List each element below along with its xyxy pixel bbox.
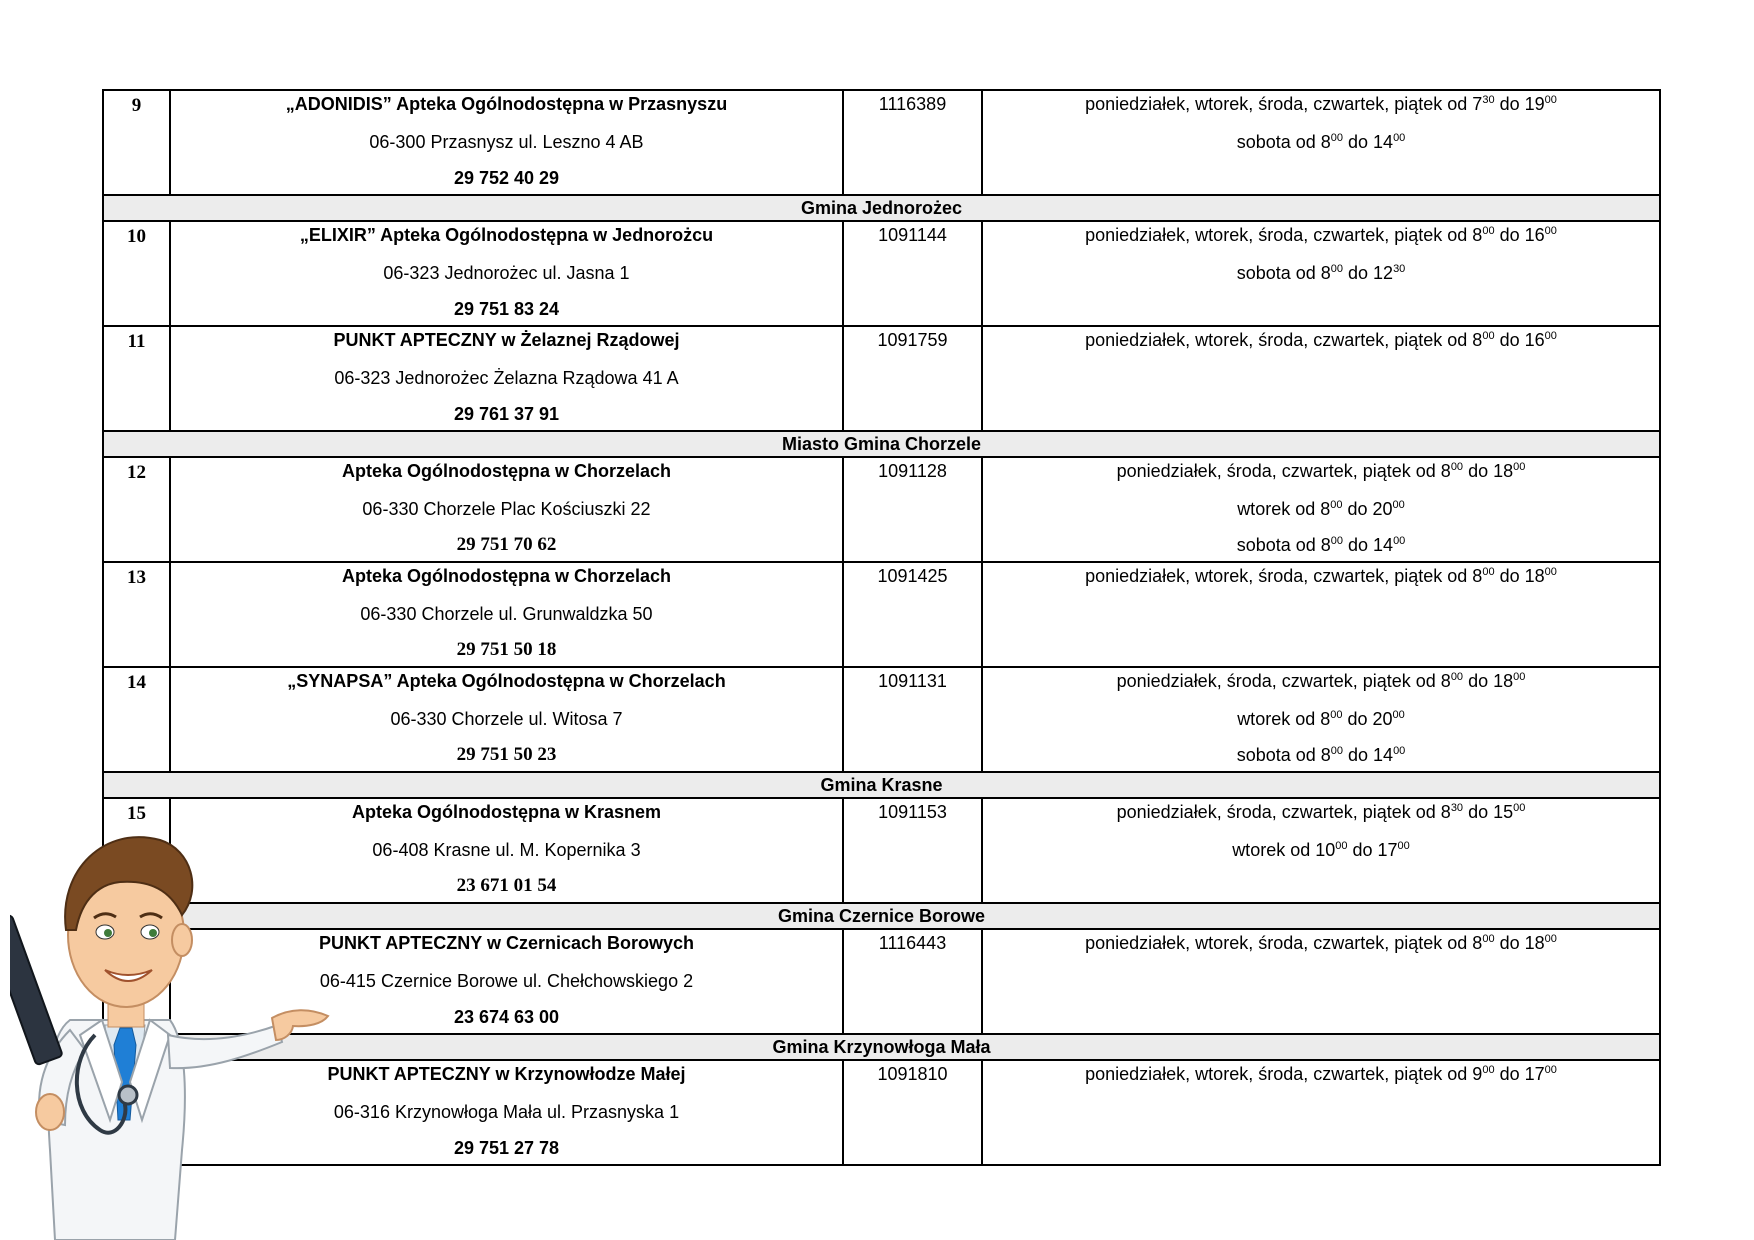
opening-hours-line	[983, 801, 1659, 823]
pharmacy-row	[103, 457, 1660, 562]
opening-hours-line	[983, 93, 1659, 115]
registration-number-cell	[843, 221, 982, 326]
hours-text: wtorek od 8	[1237, 499, 1331, 519]
pharmacy-name: „SYNAPSA” Apteka Ogólnodostępna w Chorzelach	[287, 671, 726, 691]
hours-text: poniedziałek, środa, czwartek, piątek od 8	[1116, 802, 1451, 822]
time-minutes: 00	[1482, 566, 1495, 578]
time-minutes: 00	[1393, 745, 1406, 757]
time-minutes: 30	[1450, 802, 1464, 814]
time-minutes: 00	[1544, 330, 1557, 342]
hours-text: do 14	[1343, 132, 1394, 152]
pharmacy-phone: 23 671 01 54	[456, 875, 557, 896]
pharmacy-row	[103, 1060, 1660, 1165]
section-header-row	[103, 772, 1660, 798]
pharmacy-address: 06-330 Chorzele ul. Grunwaldzka 50	[360, 604, 653, 624]
time-minutes: 00	[1544, 566, 1557, 578]
opening-hours-cell	[982, 667, 1660, 772]
registration-number: 1091131	[878, 671, 947, 691]
hours-text: sobota od 8	[1236, 535, 1331, 555]
registration-number: 1091425	[877, 566, 948, 586]
opening-hours-line	[983, 498, 1659, 520]
hours-text: do 20	[1342, 709, 1393, 729]
registration-number: 1116443	[878, 933, 947, 953]
opening-hours-line	[983, 744, 1659, 766]
pharmacy-name: „ELIXIR” Apteka Ogólnodostępna w Jednorożcu	[299, 225, 714, 245]
time-minutes: 30	[1482, 94, 1495, 106]
opening-hours-line	[983, 708, 1659, 730]
registration-number-cell	[843, 1060, 982, 1165]
pharmacy-info-cell	[170, 667, 843, 772]
clipboard	[10, 915, 63, 1066]
pharmacy-address: 06-330 Chorzele ul. Witosa 7	[390, 709, 623, 729]
opening-hours-cell	[982, 326, 1660, 431]
pharmacy-name: PUNKT APTECZNY w Krzynowłodze Małej	[327, 1064, 686, 1084]
pharmacy-address: 06-300 Przasnysz ul. Leszno 4 AB	[369, 132, 644, 152]
pharmacy-row	[103, 221, 1660, 326]
time-minutes: 00	[1450, 461, 1464, 473]
hours-text: sobota od 8	[1236, 132, 1331, 152]
section-header: Gmina Krasne	[103, 772, 1660, 798]
opening-hours-line	[983, 839, 1659, 861]
pharmacy-phone: 29 752 40 29	[453, 168, 560, 188]
pharmacy-table	[102, 89, 1661, 1166]
doctor-illustration	[10, 820, 330, 1240]
pharmacy-row	[103, 326, 1660, 431]
opening-hours-line	[983, 932, 1659, 954]
opening-hours-cell	[982, 798, 1660, 903]
time-minutes: 00	[1513, 671, 1526, 683]
row-number: 10	[103, 221, 170, 326]
hours-text: do 17	[1347, 840, 1398, 860]
hours-text: do 20	[1342, 499, 1393, 519]
hours-text: wtorek od 8	[1237, 709, 1331, 729]
hours-text: poniedziałek, środa, czwartek, piątek od 8	[1116, 671, 1451, 691]
opening-hours-line	[983, 565, 1659, 587]
hours-text: do 15	[1463, 802, 1514, 822]
pharmacy-phone: 29 751 50 18	[456, 639, 557, 660]
registration-number-cell	[843, 90, 982, 195]
hours-text: sobota od 8	[1236, 745, 1331, 765]
time-minutes: 00	[1544, 225, 1557, 237]
row-number: 15	[103, 798, 170, 903]
time-minutes: 00	[1482, 330, 1495, 342]
section-header-row	[103, 903, 1660, 929]
time-minutes: 30	[1393, 263, 1406, 275]
time-minutes: 00	[1392, 499, 1405, 511]
section-header-row	[103, 195, 1660, 221]
time-minutes: 00	[1513, 802, 1526, 814]
hours-text: wtorek od 10	[1232, 840, 1336, 860]
registration-number-cell	[843, 929, 982, 1034]
pharmacy-info-cell	[170, 221, 843, 326]
row-number: 12	[103, 457, 170, 562]
registration-number: 1091810	[877, 1064, 948, 1084]
time-minutes: 00	[1482, 1064, 1495, 1076]
pharmacy-info-cell	[170, 457, 843, 562]
pharmacy-name: „ADONIDIS” Apteka Ogólnodostępna w Przasnyszu	[285, 94, 728, 114]
registration-number-cell	[843, 667, 982, 772]
section-header: Miasto Gmina Chorzele	[103, 431, 1660, 457]
opening-hours-cell	[982, 1060, 1660, 1165]
time-minutes: 00	[1482, 225, 1495, 237]
hours-text: poniedziałek, środa, czwartek, piątek od 8	[1116, 461, 1451, 481]
pharmacy-address: 06-408 Krasne ul. M. Kopernika 3	[372, 840, 641, 860]
pharmacy-address: 06-415 Czernice Borowe ul. Chełchowskiego 2	[319, 971, 694, 991]
hours-text: poniedziałek, wtorek, środa, czwartek, piątek od 8	[1085, 566, 1483, 586]
pharmacy-phone: 29 751 27 78	[453, 1138, 560, 1158]
opening-hours-cell	[982, 929, 1660, 1034]
open-hand	[272, 1010, 328, 1040]
hours-text: sobota od 8	[1236, 263, 1331, 283]
opening-hours-line	[983, 224, 1659, 246]
hours-text: do 18	[1494, 566, 1545, 586]
pharmacy-phone: 29 751 83 24	[453, 299, 560, 319]
time-minutes: 00	[1393, 535, 1406, 547]
pharmacy-name: PUNKT APTECZNY w Czernicach Borowych	[318, 933, 695, 953]
time-minutes: 00	[1392, 709, 1405, 721]
time-minutes: 00	[1330, 499, 1343, 511]
time-minutes: 00	[1393, 132, 1406, 144]
pharmacy-name: Apteka Ogólnodostępna w Chorzelach	[341, 566, 672, 586]
hours-text: poniedziałek, wtorek, środa, czwartek, piątek od 9	[1085, 1064, 1483, 1084]
registration-number: 1091759	[877, 330, 948, 350]
opening-hours-line	[983, 534, 1659, 556]
pharmacy-phone: 29 751 70 62	[456, 534, 557, 555]
hours-text: poniedziałek, wtorek, środa, czwartek, piątek od 8	[1085, 933, 1483, 953]
opening-hours-line	[983, 1063, 1659, 1085]
row-number: 14	[103, 667, 170, 772]
time-minutes: 00	[1397, 840, 1410, 852]
hours-text: do 19	[1494, 94, 1545, 114]
time-minutes: 00	[1544, 94, 1557, 106]
section-header: Gmina Krzynowłoga Mała	[103, 1034, 1660, 1060]
time-minutes: 00	[1335, 840, 1348, 852]
time-minutes: 00	[1330, 709, 1343, 721]
section-header-row	[103, 1034, 1660, 1060]
section-header: Gmina Jednorożec	[103, 195, 1660, 221]
opening-hours-cell	[982, 457, 1660, 562]
pharmacy-info-cell	[170, 562, 843, 667]
registration-number-cell	[843, 457, 982, 562]
opening-hours-cell	[982, 562, 1660, 667]
pharmacy-phone: 29 751 50 23	[456, 744, 557, 765]
pharmacy-name: Apteka Ogólnodostępna w Chorzelach	[341, 461, 672, 481]
registration-number-cell	[843, 326, 982, 431]
hours-text: do 18	[1494, 933, 1545, 953]
pointing-arm	[168, 1025, 282, 1068]
registration-number: 1116389	[878, 94, 947, 114]
pharmacy-info-cell	[170, 90, 843, 195]
opening-hours-line	[983, 329, 1659, 351]
pharmacy-row	[103, 90, 1660, 195]
time-minutes: 00	[1330, 263, 1344, 275]
hours-text: poniedziałek, wtorek, środa, czwartek, piątek od 7	[1085, 94, 1483, 114]
hours-text: do 16	[1494, 330, 1545, 350]
registration-number-cell	[843, 798, 982, 903]
opening-hours-line	[983, 460, 1659, 482]
registration-number-cell	[843, 562, 982, 667]
pharmacy-phone: 29 761 37 91	[453, 404, 560, 424]
hours-text: do 16	[1494, 225, 1545, 245]
pharmacy-name: PUNKT APTECZNY w Żelaznej Rządowej	[333, 330, 680, 350]
registration-number: 1091144	[878, 225, 947, 245]
opening-hours-line	[983, 670, 1659, 692]
time-minutes: 00	[1544, 1064, 1557, 1076]
opening-hours-line	[983, 131, 1659, 153]
time-minutes: 00	[1482, 933, 1495, 945]
pharmacy-phone: 23 674 63 00	[453, 1007, 560, 1027]
pharmacy-row	[103, 667, 1660, 772]
hours-text: do 18	[1463, 461, 1514, 481]
hours-text: do 14	[1343, 535, 1394, 555]
opening-hours-line	[983, 262, 1659, 284]
pharmacy-row	[103, 562, 1660, 667]
section-header-row	[103, 431, 1660, 457]
registration-number: 1091128	[878, 461, 947, 481]
pharmacy-address: 06-323 Jednorożec Żelazna Rządowa 41 A	[334, 368, 679, 388]
time-minutes: 00	[1330, 745, 1344, 757]
opening-hours-cell	[982, 90, 1660, 195]
time-minutes: 00	[1450, 671, 1464, 683]
pharmacy-address: 06-316 Krzynowłoga Mała ul. Przasnyska 1	[333, 1102, 680, 1122]
row-number: 11	[103, 326, 170, 431]
hours-text: poniedziałek, wtorek, środa, czwartek, piątek od 8	[1085, 330, 1483, 350]
opening-hours-cell	[982, 221, 1660, 326]
pharmacy-name: Apteka Ogólnodostępna w Krasnem	[351, 802, 662, 822]
section-header: Gmina Czernice Borowe	[103, 903, 1660, 929]
hours-text: do 18	[1463, 671, 1514, 691]
time-minutes: 00	[1544, 933, 1557, 945]
hours-text: do 12	[1343, 263, 1394, 283]
pharmacy-address: 06-330 Chorzele Plac Kościuszki 22	[362, 499, 651, 519]
hours-text: poniedziałek, wtorek, środa, czwartek, piątek od 8	[1085, 225, 1483, 245]
time-minutes: 00	[1513, 461, 1526, 473]
time-minutes: 00	[1330, 132, 1344, 144]
row-number: 9	[103, 90, 170, 195]
row-number: 13	[103, 562, 170, 667]
pharmacy-info-cell	[170, 326, 843, 431]
time-minutes: 00	[1330, 535, 1344, 547]
hours-text: do 17	[1494, 1064, 1545, 1084]
registration-number: 1091153	[878, 802, 947, 822]
pharmacy-row	[103, 929, 1660, 1034]
pharmacy-address: 06-323 Jednorożec ul. Jasna 1	[383, 263, 630, 283]
pharmacy-table-body	[103, 90, 1660, 1165]
pharmacy-row	[103, 798, 1660, 903]
hours-text: do 14	[1343, 745, 1394, 765]
